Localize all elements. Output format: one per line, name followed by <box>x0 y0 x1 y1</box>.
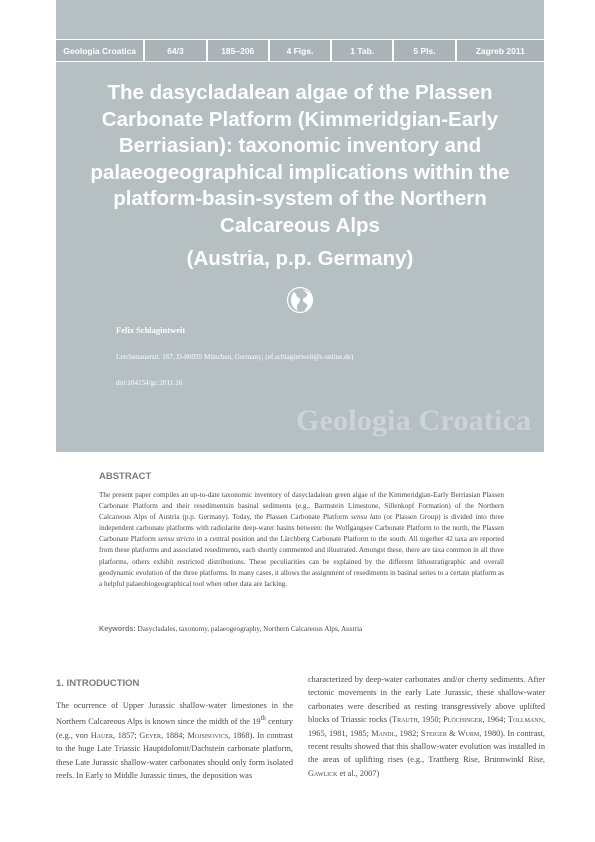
paper-subtitle: (Austria, p.p. Germany) <box>186 247 414 270</box>
citation-author: Steiger & Wurm <box>420 728 480 738</box>
citation-author: Mojsisovics <box>187 730 229 740</box>
author-address: Lerchenauerstr. 167, D-80935 München, Germany; (ef.schlagintweit@t-online.de) <box>116 353 354 361</box>
keywords-label: Keywords: <box>99 624 136 633</box>
body-text: century (e.g., von <box>56 717 293 740</box>
abstract-italic-term: sensu lato <box>351 513 382 522</box>
abstract-body <box>99 490 504 590</box>
introduction-heading: 1. INTRODUCTION <box>56 678 140 689</box>
body-text: characterized by deep-water carbonates and/or cherty sediments. After tectonic movements in the early Late Jurassic, these shallow-water carbonates were described as resting transgressively above uplifted blocks of Triassic rocks ( <box>308 675 545 725</box>
abstract-text-part: in a central position and the Lärchberg Carbonate Platform to the south. All together 42 taxa are reported from these platforms and associated resediments, each shortly commented and illustrated. Amongst these, there are taxa common in all three platforms, others exhibit restricted distributions. These peculiarities can be explained by the different lithostratigraphic and overall geodynamic evolution of the three platforms. In many cases, it allows the assignment of resediments in basinal series to a certain platform as a helpful palaeobiogeographical tool when other data are lacking. <box>99 535 504 588</box>
paper-title: The dasycladalean algae of the Plassen Carbonate Platform (Kimmeridgian-Early Berriasian): taxonomic inventory and palaeogeographical implications within the platform-basin-system of the Northern Calcareous Alps <box>90 81 510 237</box>
journal-watermark: Geologia Croatica <box>296 404 532 437</box>
abstract-text-part: (or Plassen Group) is divided into three independent carbonate platforms with radiolarite deep-water basins between: the Wolfgangsee Carbonate Platform to the north, the Plassen Carbonate Platform <box>99 513 504 544</box>
doi-link[interactable]: doi:104154/gc.2011.16 <box>116 379 183 387</box>
keywords-line <box>99 624 504 633</box>
meta-volume: 64/3 <box>145 40 205 61</box>
abstract-text-part: The present paper compiles an up-to-date taxonomic inventory of dasycladalean green algae of the Kimmeridgian-Early Berriasian Plassen Carbonate Platform and their resedimentsin basinal sediments (e.g., Barmstein Limestone, Sillenkopf Formation) of the Northern Calcareous Alps of Austria (p.p. Germany). Today, the Plassen Carbonate Platform <box>99 491 504 522</box>
intro-column-right <box>308 673 545 780</box>
keywords-text: Dasycladales, taxonomy, palaeogeography, Northern Calcareous Alps, Austria <box>137 625 363 633</box>
citation-author: Gawlick <box>308 768 338 778</box>
meta-pages: 185–206 <box>208 40 268 61</box>
meta-place-year: Zagreb 2011 <box>457 40 544 61</box>
abstract-italic-term: sensu stricto <box>158 535 195 544</box>
citation-author: Tollmann <box>507 715 543 725</box>
body-text: , 1857; <box>113 730 140 740</box>
journal-meta-bar <box>56 40 544 61</box>
body-text: , 1950; <box>417 715 444 725</box>
citation-author: Geyer <box>139 730 162 740</box>
body-text: , 1965, 1981, 1985; <box>308 715 546 738</box>
body-text: , 1980). In contrast, recent results showed that this shallow-water evolution was installed in the areas of uplifting rises (e.g., Trattberg Rise, Brunnwinkl Rise, <box>308 728 545 765</box>
meta-figs: 4 Figs. <box>270 40 330 61</box>
body-text: , 1868). In contrast to the huge Late Triassic Hauptdolomit/Dachstein carbonate platform, these Late Jurassic shallow-water carbonates should only form isolated reefs. In Early to Middle Jurassic times, the deposition was <box>56 730 294 781</box>
author-name: Felix Schlagintweit <box>116 325 186 335</box>
citation-author: Hauer <box>90 730 114 740</box>
superscript: th <box>260 715 266 723</box>
intro-column-left <box>56 699 293 782</box>
body-text: , 1982; <box>395 728 421 738</box>
abstract-heading: ABSTRACT <box>99 471 152 482</box>
body-text: , 1884; <box>161 730 188 740</box>
citation-author: Trauth <box>392 715 418 725</box>
globe-icon <box>286 286 314 314</box>
citation-author: Plöchinger <box>443 715 483 725</box>
meta-journal: Geologia Croatica <box>56 40 143 61</box>
body-text: et al., 2007) <box>337 768 380 778</box>
meta-tables: 1 Tab. <box>332 40 392 61</box>
body-text: The ocurrence of Upper Jurassic shallow-water limestones in the Northern Calcareous Alps is known since the midth of the 19 <box>56 701 293 727</box>
body-text: , 1964; <box>482 715 508 725</box>
meta-plates: 5 Pls. <box>394 40 454 61</box>
citation-author: Mandl <box>371 728 396 738</box>
